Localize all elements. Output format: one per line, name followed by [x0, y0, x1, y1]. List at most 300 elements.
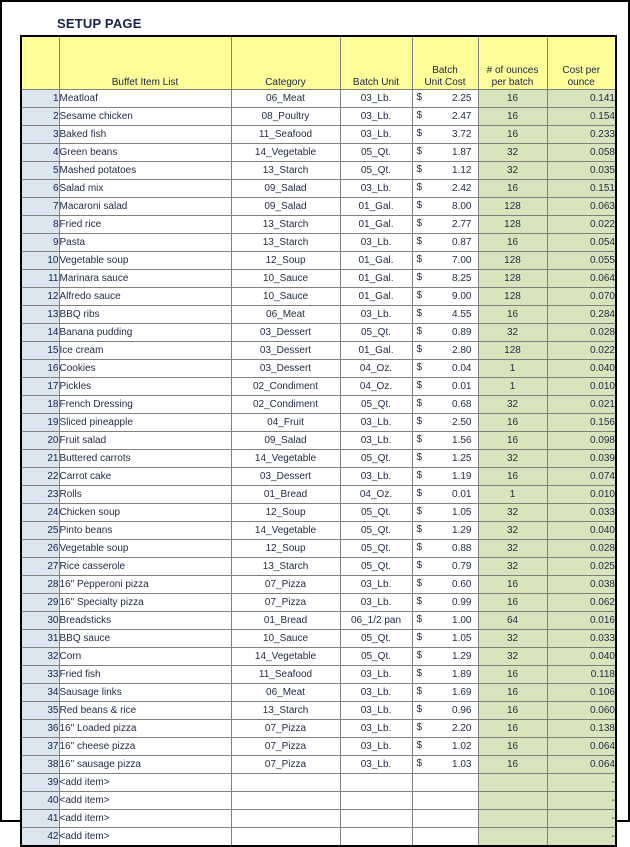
item-name-cell[interactable]: Fruit salad	[59, 432, 231, 450]
category-cell[interactable]: 12_Soup	[231, 504, 340, 522]
category-cell[interactable]: 02_Condiment	[231, 396, 340, 414]
item-name-cell[interactable]: Sausage links	[59, 684, 231, 702]
ounces-per-batch-cell[interactable]: 32	[478, 648, 547, 666]
item-name-cell[interactable]: Salad mix	[59, 180, 231, 198]
item-name-cell[interactable]: Rice casserole	[59, 558, 231, 576]
batch-unit-cost-cell[interactable]	[412, 648, 478, 666]
batch-unit-cost-cell[interactable]	[412, 180, 478, 198]
batch-unit-cost-cell[interactable]	[412, 234, 478, 252]
batch-unit-cost-cell[interactable]	[412, 378, 478, 396]
row-number-cell[interactable]: 6	[21, 180, 59, 198]
batch-unit-cell[interactable]: 06_1/2 pan	[340, 612, 412, 630]
batch-unit-cell[interactable]: 03_Lb.	[340, 90, 412, 108]
table-row[interactable]	[21, 414, 616, 432]
batch-unit-cost-cell[interactable]	[412, 468, 478, 486]
table-row[interactable]	[21, 468, 616, 486]
table-row[interactable]	[21, 486, 616, 504]
ounces-per-batch-cell[interactable]: 16	[478, 234, 547, 252]
batch-unit-cost-cell[interactable]	[412, 198, 478, 216]
row-number-cell[interactable]: 29	[21, 594, 59, 612]
ounces-per-batch-cell[interactable]: 32	[478, 558, 547, 576]
add-item-cell[interactable]: <add item>	[59, 774, 231, 792]
ounces-per-batch-cell[interactable]	[478, 828, 547, 847]
table-row[interactable]	[21, 180, 616, 198]
batch-unit-cost-cell[interactable]	[412, 396, 478, 414]
row-number-cell[interactable]: 42	[21, 828, 59, 847]
table-row[interactable]	[21, 108, 616, 126]
batch-unit-cell[interactable]: 03_Lb.	[340, 594, 412, 612]
item-name-cell[interactable]: 16" Loaded pizza	[59, 720, 231, 738]
item-name-cell[interactable]: Vegetable soup	[59, 252, 231, 270]
table-row[interactable]	[21, 198, 616, 216]
table-row[interactable]	[21, 774, 616, 792]
table-row[interactable]	[21, 594, 616, 612]
batch-unit-cost-cell[interactable]	[412, 540, 478, 558]
item-name-cell[interactable]: Corn	[59, 648, 231, 666]
row-number-cell[interactable]: 22	[21, 468, 59, 486]
ounces-per-batch-cell[interactable]: 16	[478, 666, 547, 684]
batch-unit-cell[interactable]: 05_Qt.	[340, 450, 412, 468]
batch-unit-cost-cell[interactable]	[412, 252, 478, 270]
item-name-cell[interactable]: Macaroni salad	[59, 198, 231, 216]
ounces-per-batch-cell[interactable]	[478, 774, 547, 792]
ounces-per-batch-cell[interactable]: 1	[478, 360, 547, 378]
table-row[interactable]	[21, 306, 616, 324]
row-number-cell[interactable]: 16	[21, 360, 59, 378]
batch-unit-cell[interactable]: 03_Lb.	[340, 432, 412, 450]
column-header-category[interactable]	[231, 36, 340, 90]
table-row[interactable]	[21, 504, 616, 522]
batch-unit-cell[interactable]: 05_Qt.	[340, 396, 412, 414]
batch-unit-cost-cell[interactable]	[412, 630, 478, 648]
row-number-cell[interactable]: 10	[21, 252, 59, 270]
batch-unit-cost-cell[interactable]	[412, 414, 478, 432]
item-name-cell[interactable]: Carrot cake	[59, 468, 231, 486]
batch-unit-cell[interactable]: 03_Lb.	[340, 576, 412, 594]
table-row[interactable]	[21, 702, 616, 720]
item-name-cell[interactable]: Red beans & rice	[59, 702, 231, 720]
item-name-cell[interactable]: Pickles	[59, 378, 231, 396]
row-number-cell[interactable]: 30	[21, 612, 59, 630]
column-header-row-number[interactable]	[21, 36, 59, 90]
batch-unit-cell[interactable]: 05_Qt.	[340, 630, 412, 648]
row-number-cell[interactable]: 34	[21, 684, 59, 702]
category-cell[interactable]: 14_Vegetable	[231, 144, 340, 162]
ounces-per-batch-cell[interactable]: 16	[478, 126, 547, 144]
row-number-cell[interactable]: 8	[21, 216, 59, 234]
table-row[interactable]	[21, 828, 616, 847]
row-number-cell[interactable]: 33	[21, 666, 59, 684]
batch-unit-cost-cell[interactable]	[412, 666, 478, 684]
ounces-per-batch-cell[interactable]: 16	[478, 594, 547, 612]
ounces-per-batch-cell[interactable]	[478, 810, 547, 828]
category-cell[interactable]: 06_Meat	[231, 684, 340, 702]
row-number-cell[interactable]: 32	[21, 648, 59, 666]
row-number-cell[interactable]: 21	[21, 450, 59, 468]
batch-unit-cost-cell[interactable]	[412, 774, 478, 792]
ounces-per-batch-cell[interactable]: 128	[478, 342, 547, 360]
row-number-cell[interactable]: 39	[21, 774, 59, 792]
ounces-per-batch-cell[interactable]: 16	[478, 90, 547, 108]
category-cell[interactable]: 06_Meat	[231, 306, 340, 324]
table-row[interactable]	[21, 270, 616, 288]
batch-unit-cost-cell[interactable]	[412, 90, 478, 108]
category-cell[interactable]: 09_Salad	[231, 198, 340, 216]
row-number-cell[interactable]: 37	[21, 738, 59, 756]
category-cell[interactable]: 06_Meat	[231, 90, 340, 108]
item-name-cell[interactable]: 16" sausage pizza	[59, 756, 231, 774]
row-number-cell[interactable]: 19	[21, 414, 59, 432]
add-item-cell[interactable]: <add item>	[59, 828, 231, 847]
batch-unit-cell[interactable]: 03_Lb.	[340, 684, 412, 702]
category-cell[interactable]: 10_Sauce	[231, 630, 340, 648]
category-cell[interactable]: 11_Seafood	[231, 126, 340, 144]
batch-unit-cell[interactable]: 05_Qt.	[340, 504, 412, 522]
table-row[interactable]	[21, 720, 616, 738]
category-cell[interactable]: 03_Dessert	[231, 468, 340, 486]
ounces-per-batch-cell[interactable]: 1	[478, 378, 547, 396]
row-number-cell[interactable]: 24	[21, 504, 59, 522]
batch-unit-cell[interactable]: 01_Gal.	[340, 198, 412, 216]
category-cell[interactable]: 14_Vegetable	[231, 450, 340, 468]
item-name-cell[interactable]: Cookies	[59, 360, 231, 378]
category-cell[interactable]: 04_Fruit	[231, 414, 340, 432]
table-row[interactable]	[21, 288, 616, 306]
ounces-per-batch-cell[interactable]: 32	[478, 504, 547, 522]
category-cell[interactable]: 10_Sauce	[231, 270, 340, 288]
batch-unit-cost-cell[interactable]	[412, 324, 478, 342]
table-row[interactable]	[21, 144, 616, 162]
ounces-per-batch-cell[interactable]: 16	[478, 720, 547, 738]
ounces-per-batch-cell[interactable]: 32	[478, 540, 547, 558]
ounces-per-batch-cell[interactable]: 32	[478, 144, 547, 162]
batch-unit-cell[interactable]: 01_Gal.	[340, 216, 412, 234]
category-cell[interactable]: 14_Vegetable	[231, 648, 340, 666]
item-name-cell[interactable]: Vegetable soup	[59, 540, 231, 558]
batch-unit-cost-cell[interactable]	[412, 288, 478, 306]
ounces-per-batch-cell[interactable]: 32	[478, 396, 547, 414]
row-number-cell[interactable]: 26	[21, 540, 59, 558]
category-cell[interactable]: 13_Starch	[231, 234, 340, 252]
ounces-per-batch-cell[interactable]: 128	[478, 216, 547, 234]
item-name-cell[interactable]: 16" Pepperoni pizza	[59, 576, 231, 594]
batch-unit-cell[interactable]: 01_Gal.	[340, 342, 412, 360]
ounces-per-batch-cell[interactable]: 16	[478, 180, 547, 198]
batch-unit-cost-cell[interactable]	[412, 594, 478, 612]
item-name-cell[interactable]: Pinto beans	[59, 522, 231, 540]
ounces-per-batch-cell[interactable]: 32	[478, 324, 547, 342]
category-cell[interactable]: 07_Pizza	[231, 576, 340, 594]
batch-unit-cost-cell[interactable]	[412, 486, 478, 504]
row-number-cell[interactable]: 18	[21, 396, 59, 414]
table-row[interactable]	[21, 756, 616, 774]
add-item-cell[interactable]: <add item>	[59, 810, 231, 828]
category-cell[interactable]: 09_Salad	[231, 432, 340, 450]
batch-unit-cost-cell[interactable]	[412, 270, 478, 288]
table-row[interactable]	[21, 396, 616, 414]
batch-unit-cost-cell[interactable]	[412, 126, 478, 144]
batch-unit-cost-cell[interactable]	[412, 702, 478, 720]
ounces-per-batch-cell[interactable]: 64	[478, 612, 547, 630]
category-cell[interactable]: 13_Starch	[231, 162, 340, 180]
batch-unit-cell[interactable]: 05_Qt.	[340, 162, 412, 180]
batch-unit-cell[interactable]: 03_Lb.	[340, 702, 412, 720]
batch-unit-cell[interactable]: 03_Lb.	[340, 666, 412, 684]
item-name-cell[interactable]: 16" Specialty pizza	[59, 594, 231, 612]
batch-unit-cost-cell[interactable]	[412, 432, 478, 450]
table-row[interactable]	[21, 810, 616, 828]
category-cell[interactable]: 10_Sauce	[231, 288, 340, 306]
row-number-cell[interactable]: 35	[21, 702, 59, 720]
ounces-per-batch-cell[interactable]: 32	[478, 522, 547, 540]
row-number-cell[interactable]: 23	[21, 486, 59, 504]
ounces-per-batch-cell[interactable]: 16	[478, 414, 547, 432]
row-number-cell[interactable]: 12	[21, 288, 59, 306]
batch-unit-cost-cell[interactable]	[412, 342, 478, 360]
row-number-cell[interactable]: 40	[21, 792, 59, 810]
row-number-cell[interactable]: 38	[21, 756, 59, 774]
batch-unit-cell[interactable]: 04_Oz.	[340, 360, 412, 378]
category-cell[interactable]: 13_Starch	[231, 702, 340, 720]
category-cell[interactable]: 03_Dessert	[231, 342, 340, 360]
row-number-cell[interactable]: 15	[21, 342, 59, 360]
row-number-cell[interactable]: 27	[21, 558, 59, 576]
item-name-cell[interactable]: Meatloaf	[59, 90, 231, 108]
table-row[interactable]	[21, 234, 616, 252]
batch-unit-cost-cell[interactable]	[412, 828, 478, 847]
batch-unit-cost-cell[interactable]	[412, 684, 478, 702]
table-row[interactable]	[21, 738, 616, 756]
category-cell[interactable]: 03_Dessert	[231, 324, 340, 342]
ounces-per-batch-cell[interactable]: 16	[478, 756, 547, 774]
batch-unit-cell[interactable]: 04_Oz.	[340, 486, 412, 504]
batch-unit-cell[interactable]	[340, 792, 412, 810]
item-name-cell[interactable]: 16" cheese pizza	[59, 738, 231, 756]
category-cell[interactable]: 14_Vegetable	[231, 522, 340, 540]
category-cell[interactable]: 11_Seafood	[231, 666, 340, 684]
batch-unit-cost-cell[interactable]	[412, 558, 478, 576]
item-name-cell[interactable]: French Dressing	[59, 396, 231, 414]
item-name-cell[interactable]: Fried rice	[59, 216, 231, 234]
table-row[interactable]	[21, 162, 616, 180]
batch-unit-cost-cell[interactable]	[412, 738, 478, 756]
table-row[interactable]	[21, 126, 616, 144]
table-row[interactable]	[21, 612, 616, 630]
batch-unit-cell[interactable]: 03_Lb.	[340, 738, 412, 756]
table-row[interactable]	[21, 378, 616, 396]
ounces-per-batch-cell[interactable]: 128	[478, 198, 547, 216]
category-cell[interactable]: 02_Condiment	[231, 378, 340, 396]
table-row[interactable]	[21, 792, 616, 810]
batch-unit-cell[interactable]: 03_Lb.	[340, 720, 412, 738]
row-number-cell[interactable]: 17	[21, 378, 59, 396]
batch-unit-cell[interactable]: 03_Lb.	[340, 126, 412, 144]
category-cell[interactable]: 12_Soup	[231, 540, 340, 558]
row-number-cell[interactable]: 5	[21, 162, 59, 180]
column-header-batch-unit-cost[interactable]	[412, 36, 478, 90]
batch-unit-cost-cell[interactable]	[412, 612, 478, 630]
category-cell[interactable]: 07_Pizza	[231, 756, 340, 774]
batch-unit-cell[interactable]: 03_Lb.	[340, 234, 412, 252]
row-number-cell[interactable]: 36	[21, 720, 59, 738]
row-number-cell[interactable]: 13	[21, 306, 59, 324]
table-row[interactable]	[21, 360, 616, 378]
item-name-cell[interactable]: Sesame chicken	[59, 108, 231, 126]
row-number-cell[interactable]: 31	[21, 630, 59, 648]
row-number-cell[interactable]: 25	[21, 522, 59, 540]
row-number-cell[interactable]: 9	[21, 234, 59, 252]
batch-unit-cost-cell[interactable]	[412, 756, 478, 774]
item-name-cell[interactable]: Pasta	[59, 234, 231, 252]
batch-unit-cell[interactable]: 05_Qt.	[340, 648, 412, 666]
column-header-batch-unit[interactable]	[340, 36, 412, 90]
add-item-cell[interactable]: <add item>	[59, 792, 231, 810]
ounces-per-batch-cell[interactable]: 32	[478, 162, 547, 180]
row-number-cell[interactable]: 3	[21, 126, 59, 144]
batch-unit-cost-cell[interactable]	[412, 144, 478, 162]
batch-unit-cell[interactable]: 05_Qt.	[340, 324, 412, 342]
batch-unit-cell[interactable]: 01_Gal.	[340, 288, 412, 306]
row-number-cell[interactable]: 20	[21, 432, 59, 450]
batch-unit-cell[interactable]	[340, 828, 412, 847]
item-name-cell[interactable]: Baked fish	[59, 126, 231, 144]
category-cell[interactable]	[231, 774, 340, 792]
category-cell[interactable]: 07_Pizza	[231, 738, 340, 756]
item-name-cell[interactable]: Banana pudding	[59, 324, 231, 342]
category-cell[interactable]: 13_Starch	[231, 558, 340, 576]
ounces-per-batch-cell[interactable]: 16	[478, 576, 547, 594]
item-name-cell[interactable]: Sliced pineapple	[59, 414, 231, 432]
ounces-per-batch-cell[interactable]: 32	[478, 450, 547, 468]
batch-unit-cost-cell[interactable]	[412, 792, 478, 810]
row-number-cell[interactable]: 1	[21, 90, 59, 108]
ounces-per-batch-cell[interactable]: 128	[478, 252, 547, 270]
item-name-cell[interactable]: Mashed potatoes	[59, 162, 231, 180]
item-name-cell[interactable]: Rolls	[59, 486, 231, 504]
ounces-per-batch-cell[interactable]: 16	[478, 108, 547, 126]
ounces-per-batch-cell[interactable]: 16	[478, 432, 547, 450]
batch-unit-cost-cell[interactable]	[412, 810, 478, 828]
ounces-per-batch-cell[interactable]: 16	[478, 306, 547, 324]
batch-unit-cell[interactable]: 01_Gal.	[340, 270, 412, 288]
table-row[interactable]	[21, 432, 616, 450]
batch-unit-cost-cell[interactable]	[412, 504, 478, 522]
batch-unit-cell[interactable]: 05_Qt.	[340, 540, 412, 558]
ounces-per-batch-cell[interactable]: 128	[478, 270, 547, 288]
table-row[interactable]	[21, 684, 616, 702]
item-name-cell[interactable]: Marinara sauce	[59, 270, 231, 288]
item-name-cell[interactable]: Fried fish	[59, 666, 231, 684]
category-cell[interactable]: 12_Soup	[231, 252, 340, 270]
ounces-per-batch-cell[interactable]: 32	[478, 630, 547, 648]
batch-unit-cell[interactable]: 05_Qt.	[340, 144, 412, 162]
row-number-cell[interactable]: 28	[21, 576, 59, 594]
batch-unit-cell[interactable]: 03_Lb.	[340, 756, 412, 774]
row-number-cell[interactable]: 41	[21, 810, 59, 828]
batch-unit-cost-cell[interactable]	[412, 360, 478, 378]
item-name-cell[interactable]: BBQ sauce	[59, 630, 231, 648]
batch-unit-cell[interactable]: 03_Lb.	[340, 180, 412, 198]
ounces-per-batch-cell[interactable]: 16	[478, 738, 547, 756]
batch-unit-cost-cell[interactable]	[412, 108, 478, 126]
row-number-cell[interactable]: 2	[21, 108, 59, 126]
table-row[interactable]	[21, 324, 616, 342]
batch-unit-cell[interactable]: 03_Lb.	[340, 414, 412, 432]
category-cell[interactable]: 03_Dessert	[231, 360, 340, 378]
table-row[interactable]	[21, 558, 616, 576]
category-cell[interactable]: 01_Bread	[231, 612, 340, 630]
column-header-item[interactable]	[59, 36, 231, 90]
table-row[interactable]	[21, 522, 616, 540]
table-row[interactable]	[21, 216, 616, 234]
table-row[interactable]	[21, 630, 616, 648]
batch-unit-cell[interactable]: 04_Oz.	[340, 378, 412, 396]
category-cell[interactable]	[231, 810, 340, 828]
batch-unit-cell[interactable]: 05_Qt.	[340, 558, 412, 576]
column-header-ounces-per-batch[interactable]	[478, 36, 547, 90]
ounces-per-batch-cell[interactable]	[478, 792, 547, 810]
table-row[interactable]	[21, 90, 616, 108]
category-cell[interactable]: 13_Starch	[231, 216, 340, 234]
table-row[interactable]	[21, 576, 616, 594]
batch-unit-cost-cell[interactable]	[412, 576, 478, 594]
table-row[interactable]	[21, 666, 616, 684]
category-cell[interactable]	[231, 792, 340, 810]
category-cell[interactable]	[231, 828, 340, 847]
table-row[interactable]	[21, 540, 616, 558]
category-cell[interactable]: 07_Pizza	[231, 720, 340, 738]
category-cell[interactable]: 09_Salad	[231, 180, 340, 198]
ounces-per-batch-cell[interactable]: 1	[478, 486, 547, 504]
item-name-cell[interactable]: Ice cream	[59, 342, 231, 360]
batch-unit-cell[interactable]	[340, 774, 412, 792]
batch-unit-cost-cell[interactable]	[412, 306, 478, 324]
ounces-per-batch-cell[interactable]: 16	[478, 468, 547, 486]
batch-unit-cell[interactable]: 01_Gal.	[340, 252, 412, 270]
row-number-cell[interactable]: 7	[21, 198, 59, 216]
row-number-cell[interactable]: 14	[21, 324, 59, 342]
batch-unit-cost-cell[interactable]	[412, 720, 478, 738]
batch-unit-cell[interactable]: 03_Lb.	[340, 108, 412, 126]
item-name-cell[interactable]: Alfredo sauce	[59, 288, 231, 306]
ounces-per-batch-cell[interactable]: 128	[478, 288, 547, 306]
table-row[interactable]	[21, 342, 616, 360]
batch-unit-cost-cell[interactable]	[412, 522, 478, 540]
item-name-cell[interactable]: Chicken soup	[59, 504, 231, 522]
item-name-cell[interactable]: BBQ ribs	[59, 306, 231, 324]
table-row[interactable]	[21, 450, 616, 468]
category-cell[interactable]: 07_Pizza	[231, 594, 340, 612]
ounces-per-batch-cell[interactable]: 16	[478, 684, 547, 702]
batch-unit-cost-cell[interactable]	[412, 450, 478, 468]
column-header-cost-per-ounce[interactable]	[547, 36, 616, 90]
ounces-per-batch-cell[interactable]: 16	[478, 702, 547, 720]
item-name-cell[interactable]: Green beans	[59, 144, 231, 162]
batch-unit-cost-cell[interactable]	[412, 162, 478, 180]
item-name-cell[interactable]: Breadsticks	[59, 612, 231, 630]
batch-unit-cell[interactable]	[340, 810, 412, 828]
category-cell[interactable]: 08_Poultry	[231, 108, 340, 126]
row-number-cell[interactable]: 4	[21, 144, 59, 162]
batch-unit-cell[interactable]: 05_Qt.	[340, 522, 412, 540]
row-number-cell[interactable]: 11	[21, 270, 59, 288]
category-cell[interactable]: 01_Bread	[231, 486, 340, 504]
batch-unit-cost-cell[interactable]	[412, 216, 478, 234]
table-row[interactable]	[21, 648, 616, 666]
item-name-cell[interactable]: Buttered carrots	[59, 450, 231, 468]
batch-unit-cell[interactable]: 03_Lb.	[340, 468, 412, 486]
batch-unit-cell[interactable]: 03_Lb.	[340, 306, 412, 324]
